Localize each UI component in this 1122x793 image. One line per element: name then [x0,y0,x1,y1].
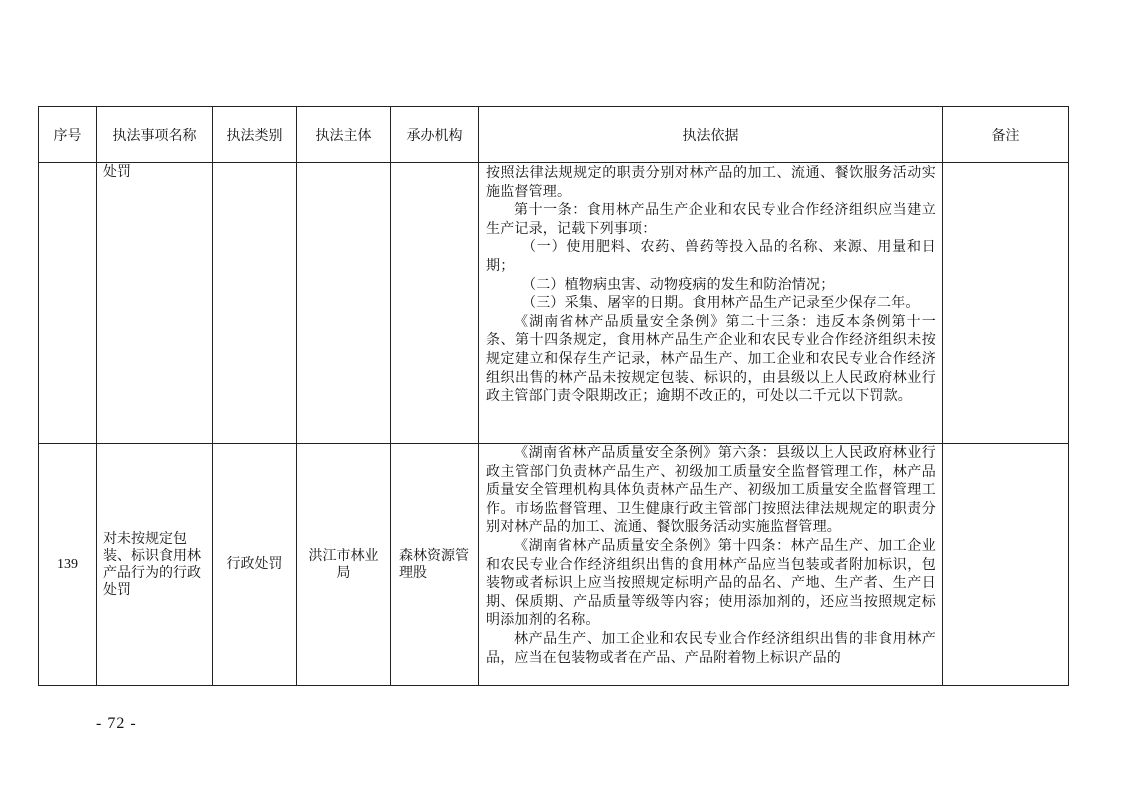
law-enforcement-table [38,106,1069,686]
cell-subject-empty [297,163,391,444]
type-text: 行政处罚 [226,556,283,572]
basis-paragraph: 《湖南省林产品质量安全条例》第六条：县级以上人民政府林业行政主管部门负责林产品生产、初级加工质量安全监督管理工作，林产品质量安全管理机构具体负责林产品生产、初级加工质量安全监督管理工作。市场监督管理、卫生健康行政主管部门按照法律法规规定的职责分别对林产品的加工、流通、餐饮服务活动实施监督管理。 [486,445,936,536]
page-number: - 72 - [96,715,137,732]
basis-paragraph: （三）采集、屠宰的日期。食用林产品生产记录至少保存二年。 [522,295,920,312]
cell-remarks-empty [943,444,1069,686]
header-org: 承办机构 [391,107,479,163]
header-type: 执法类别 [213,107,297,163]
cell-type [213,444,297,686]
cell-org [391,444,479,686]
cell-basis [479,163,943,444]
basis-paragraph: （一）使用肥料、农药、兽药等投入品的名称、来源、用量和日期； [486,239,936,274]
item-name-text: 对未按规定包装、标识食用林产品行为的行政处罚 [103,530,201,598]
basis-paragraph: 第十一条：食用林产品生产企业和农民专业合作经济组织应当建立生产记录，记载下列事项： [486,202,936,237]
table-row-139 [39,444,1069,686]
cell-org-empty [391,163,479,444]
cell-basis [479,444,943,686]
header-remarks: 备注 [943,107,1069,163]
cell-item-name [97,163,213,444]
header-no: 序号 [39,107,97,163]
header-item-name: 执法事项名称 [97,107,213,163]
basis-paragraph: （二）植物病虫害、动物疫病的发生和防治情况； [522,276,835,293]
item-name-text: 处罚 [103,164,131,180]
cell-type-empty [213,163,297,444]
subject-text: 洪江市林业局 [308,547,379,581]
basis-paragraph: 林产品生产、加工企业和农民专业合作经济组织出售的非食用林产品，应当在包装物或者在产品、产品附着物上标识产品的 [486,630,936,666]
basis-paragraph: 《湖南省林产品质量安全条例》第十四条：林产品生产、加工企业和农民专业合作经济组织出售的食用林产品应当包装或者附加标识，包装物或者标识上应当按照规定标明产品的品名、产地、生产者、生产日期、保质期、产品质量等级等内容；使用添加剂的，还应当按照规定标明添加剂的名称。 [486,537,936,629]
cell-remarks-empty [943,163,1069,444]
org-text: 森林资源管理股 [399,547,469,581]
basis-paragraph: 《湖南省林产品质量安全条例》第二十三条：违反本条例第十一条、第十四条规定，食用林产品生产企业和农民专业合作经济组织未按规定建立和保存生产记录，林产品生产、加工企业和农民专业合作经济组织出售的林产品未按规定包装、标识的，由县级以上人民政府林业行政主管部门责令限期改正；逾期不改正的，可处以二千元以下罚款。 [486,313,936,405]
header-basis: 执法依据 [479,107,943,163]
cell-subject [297,444,391,686]
cell-no: 139 [39,444,97,686]
cell-item-name [97,444,213,686]
header-subject: 执法主体 [297,107,391,163]
table-row-continued [39,163,1069,444]
cell-no-empty [39,163,97,444]
basis-paragraph: 按照法律法规规定的职责分别对林产品的加工、流通、餐饮服务活动实施监督管理。 [486,165,936,200]
table-header-row [39,107,1069,163]
